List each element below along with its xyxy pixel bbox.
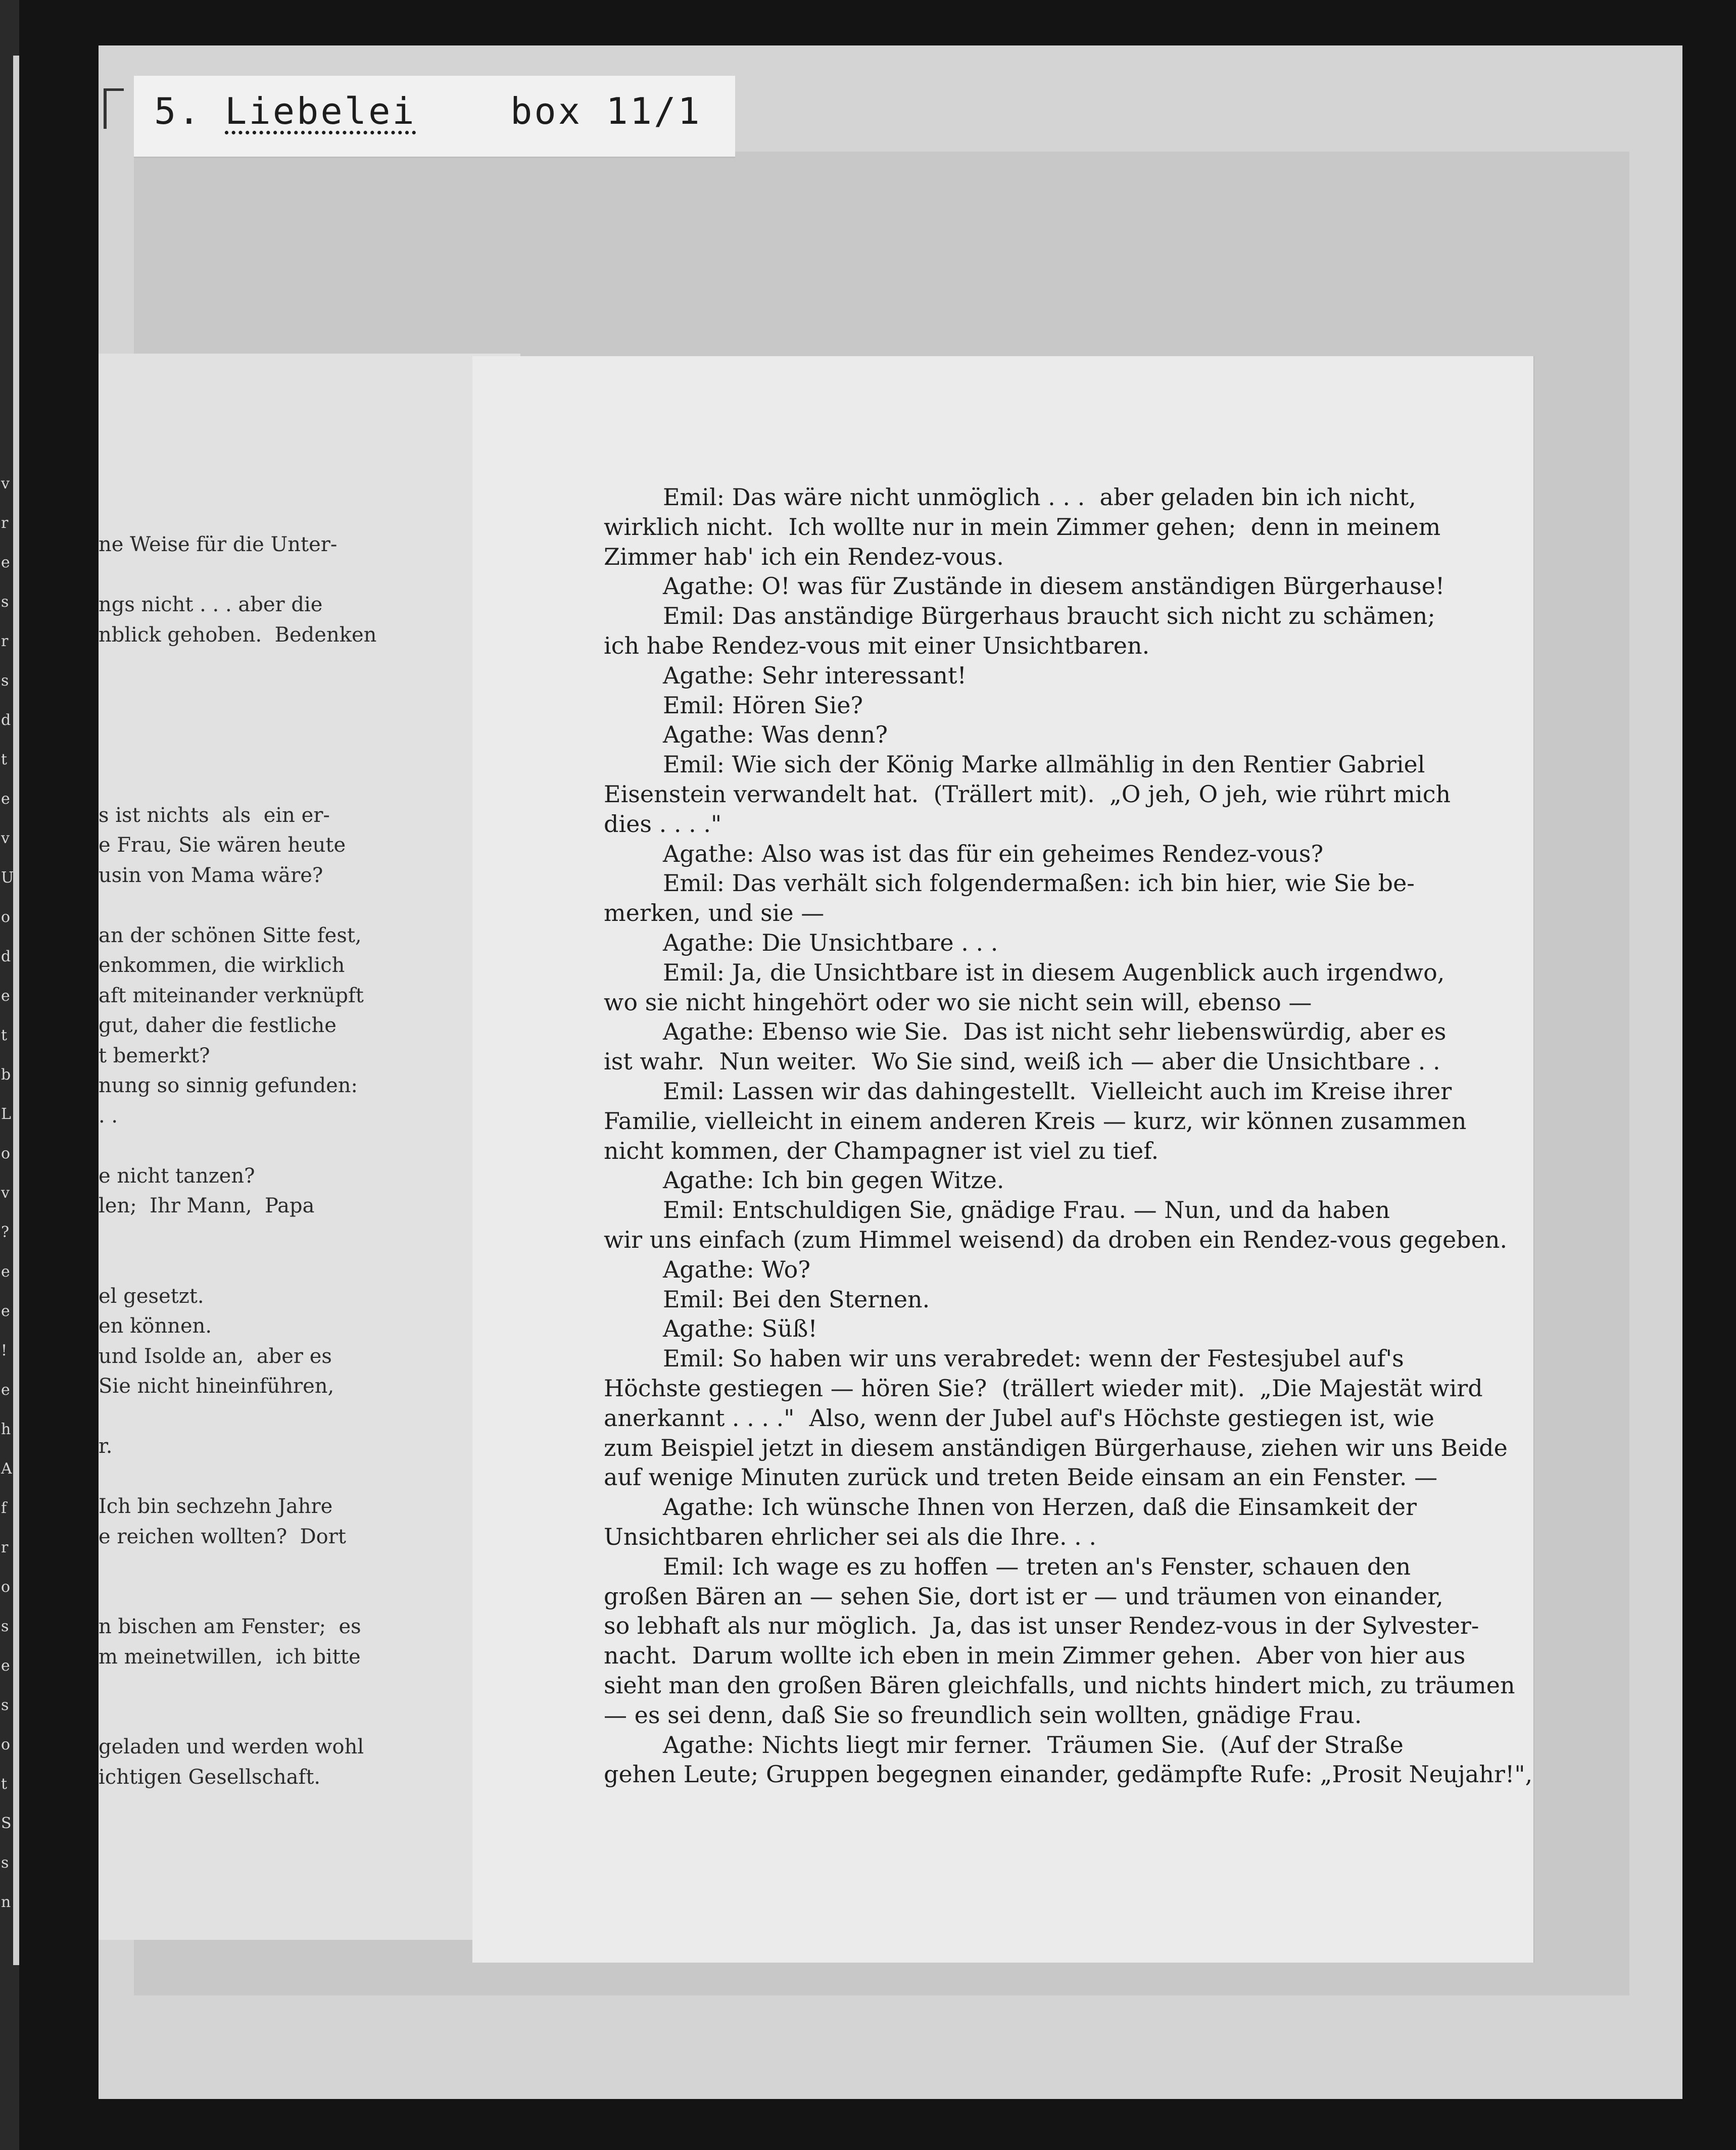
article-line: Eisenstein verwandelt hat. (Trällert mit). „O jeh, O jeh, wie rührt mich: [604, 780, 1451, 808]
edge-mark: s: [1, 1618, 9, 1635]
article-line: Emil: Das anständige Bürgerhaus braucht sich nicht zu schämen;: [604, 602, 1435, 630]
left-clip-line: nblick gehoben. Bedenken: [99, 623, 377, 647]
article-line: Unsichtbaren ehrlicher sei als die Ihre. . .: [604, 1523, 1097, 1550]
edge-mark: e: [1, 1263, 10, 1281]
article-line: Emil: Lassen wir das dahingestellt. Vielleicht auch im Kreise ihrer: [604, 1078, 1452, 1105]
left-clip-line: an der schönen Sitte fest,: [99, 923, 362, 947]
label-bracket: [104, 88, 107, 129]
article-line: dies . . . .": [604, 810, 722, 838]
article-line: wirklich nicht. Ich wollte nur in mein Zimmer gehen; denn in meinem: [604, 513, 1441, 541]
edge-mark: h: [1, 1421, 11, 1438]
edge-mark: e: [1, 987, 10, 1005]
article-line: nacht. Darum wollte ich eben in mein Zimmer gehen. Aber von hier aus: [604, 1642, 1466, 1670]
edge-mark: r: [1, 1539, 9, 1556]
edge-mark: o: [1, 1145, 11, 1162]
left-clip-line: und Isolde an, aber es: [99, 1344, 332, 1368]
article-line: Höchste gestiegen — hören Sie? (trällert wieder mit). „Die Majestät wird: [604, 1375, 1483, 1402]
article-line: Agathe: Also was ist das für ein geheimes Rendez-vous?: [604, 840, 1324, 867]
article-line: Agathe: Süß!: [604, 1315, 817, 1343]
article-line: Emil: Ja, die Unsichtbare ist in diesem Augenblick auch irgendwo,: [604, 958, 1445, 986]
left-clip-line: n bischen am Fenster; es: [99, 1615, 361, 1638]
edge-mark: o: [1, 1578, 11, 1596]
edge-mark: !: [1, 1342, 8, 1359]
article-line: gehen Leute; Gruppen begegnen einander, gedämpfte Rufe: „Prosit Neujahr!",: [604, 1761, 1533, 1788]
left-clip-line: gut, daher die festliche: [99, 1014, 336, 1037]
article-line: anerkannt . . . ." Also, wenn der Jubel auf's Höchste gestiegen ist, wie: [604, 1404, 1435, 1432]
left-clip-line: el gesetzt.: [99, 1284, 204, 1308]
left-clip-line: s ist nichts als ein er-: [99, 803, 330, 827]
edge-mark: e: [1, 790, 10, 808]
article-line: Agathe: Sehr interessant!: [604, 661, 967, 689]
edge-mark: s: [1, 1854, 9, 1872]
article-line: Agathe: Was denn?: [604, 721, 888, 749]
left-clip-line: m meinetwillen, ich bitte: [99, 1645, 361, 1669]
edge-mark: v: [1, 475, 10, 493]
article-line: ist wahr. Nun weiter. Wo Sie sind, weiß ich — aber die Unsichtbare . .: [604, 1048, 1440, 1076]
article-line: nicht kommen, der Champagner ist viel zu tief.: [604, 1137, 1159, 1164]
label-box-number: box 11/1: [510, 90, 702, 132]
left-clip-line: usin von Mama wäre?: [99, 863, 323, 887]
left-clip-line: ngs nicht . . . aber die: [99, 593, 323, 616]
article-line: Emil: Hören Sie?: [604, 691, 863, 719]
article-line: Emil: Ich wage es zu hoffen — treten an's Fenster, schauen den: [604, 1552, 1411, 1580]
main-newspaper-clipping: [472, 356, 1534, 1963]
article-line: Emil: Bei den Sternen.: [604, 1285, 930, 1313]
edge-mark: r: [1, 632, 9, 650]
article-line: Agathe: Ebenso wie Sie. Das ist nicht sehr liebenswürdig, aber es: [604, 1018, 1446, 1046]
article-line: — es sei denn, daß Sie so freundlich sein wollten, gnädige Frau.: [604, 1701, 1362, 1729]
edge-mark: b: [1, 1066, 11, 1084]
article-line: merken, und sie —: [604, 899, 825, 927]
left-clip-line: ne Weise für die Unter-: [99, 533, 337, 556]
article-line: Agathe: Die Unsichtbare . . .: [604, 929, 998, 956]
article-line: ich habe Rendez-vous mit einer Unsichtbaren.: [604, 632, 1150, 659]
left-clip-line: Sie nicht hineinführen,: [99, 1375, 334, 1398]
article-line: wir uns einfach (zum Himmel weisend) da droben ein Rendez-vous gegeben.: [604, 1226, 1508, 1253]
left-clip-line: aft miteinander verknüpft: [99, 984, 364, 1007]
article-line: Agathe: Wo?: [604, 1255, 811, 1283]
edge-mark: f: [1, 1499, 7, 1517]
edge-mark: n: [1, 1893, 11, 1911]
edge-mark: v: [1, 829, 10, 847]
edge-mark: s: [1, 672, 9, 690]
article-line: Zimmer hab' ich ein Rendez-vous.: [604, 543, 1004, 570]
left-clip-line: e nicht tanzen?: [99, 1164, 255, 1188]
edge-mark: o: [1, 908, 11, 926]
edge-mark: r: [1, 514, 9, 532]
left-clip-line: geladen und werden wohl: [99, 1735, 364, 1758]
edge-mark: L: [1, 1105, 11, 1123]
article-line: Emil: Das wäre nicht unmöglich . . . aber geladen bin ich nicht,: [604, 483, 1416, 511]
article-line: auf wenige Minuten zurück und treten Beide einsam an ein Fenster. —: [604, 1463, 1438, 1491]
label-title: Liebelei: [225, 90, 416, 132]
article-line: Emil: Entschuldigen Sie, gnädige Frau. — Nun, und da haben: [604, 1196, 1390, 1224]
left-clip-line: ichtigen Gesellschaft.: [99, 1765, 321, 1789]
article-line: Agathe: Nichts liegt mir ferner. Träumen Sie. (Auf der Straße: [604, 1731, 1404, 1758]
edge-mark: o: [1, 1736, 11, 1753]
label-number: 5.: [154, 90, 202, 132]
article-line: Emil: So haben wir uns verabredet: wenn der Festesjubel auf's: [604, 1345, 1404, 1373]
article-line: Agathe: O! was für Zustände in diesem anständigen Bürgerhause!: [604, 572, 1445, 600]
left-clip-line: enkommen, die wirklich: [99, 954, 345, 977]
left-clip-line: len; Ihr Mann, Papa: [99, 1194, 315, 1217]
edge-mark: S: [1, 1815, 12, 1832]
left-clip-line: Ich bin sechzehn Jahre: [99, 1495, 333, 1518]
edge-mark: s: [1, 1696, 9, 1714]
article-line: wo sie nicht hingehört oder wo sie nicht sein will, ebenso —: [604, 988, 1312, 1016]
article-line: Agathe: Ich bin gegen Witze.: [604, 1166, 1004, 1194]
edge-mark: e: [1, 1381, 10, 1399]
edge-mark: d: [1, 711, 11, 729]
edge-mark: v: [1, 1184, 10, 1202]
edge-mark: t: [1, 751, 8, 768]
edge-mark: e: [1, 1302, 10, 1320]
edge-mark: e: [1, 554, 10, 571]
left-clip-line: nung so sinnig gefunden:: [99, 1074, 358, 1097]
left-clip-line: e reichen wollten? Dort: [99, 1525, 346, 1548]
left-newspaper-clipping: [99, 354, 520, 1940]
adjacent-page-edge: [13, 56, 19, 1965]
article-line: großen Bären an — sehen Sie, dort ist er — und träumen von einander,: [604, 1582, 1443, 1610]
edge-mark: A: [1, 1460, 12, 1478]
article-line: Agathe: Ich wünsche Ihnen von Herzen, daß die Einsamkeit der: [604, 1493, 1417, 1521]
edge-mark: ?: [1, 1224, 10, 1241]
left-clip-line: e Frau, Sie wären heute: [99, 834, 346, 857]
edge-mark: U: [1, 869, 14, 887]
article-line: Familie, vielleicht in einem anderen Kreis — kurz, wir können zusammen: [604, 1107, 1467, 1135]
edge-mark: d: [1, 948, 11, 965]
left-clip-line: en können.: [99, 1314, 212, 1338]
edge-mark: s: [1, 593, 9, 611]
article-line: zum Beispiel jetzt in diesem anständigen Bürgerhause, ziehen wir uns Beide: [604, 1434, 1508, 1461]
edge-mark: t: [1, 1027, 8, 1044]
article-line: Emil: Wie sich der König Marke allmählig in den Rentier Gabriel: [604, 751, 1425, 778]
left-clip-line: . .: [99, 1104, 118, 1128]
label-bracket-top: [104, 88, 124, 91]
article-line: Emil: Das verhält sich folgendermaßen: ich bin hier, wie Sie be-: [604, 869, 1415, 897]
article-line: so lebhaft als nur möglich. Ja, das ist unser Rendez-vous in der Sylvester-: [604, 1612, 1479, 1640]
article-line: sieht man den großen Bären gleichfalls, und nichts hindert mich, zu träumen: [604, 1672, 1515, 1699]
edge-mark: e: [1, 1657, 10, 1675]
left-clip-line: r.: [99, 1435, 113, 1458]
edge-mark: t: [1, 1775, 8, 1793]
left-clip-line: t bemerkt?: [99, 1044, 210, 1067]
